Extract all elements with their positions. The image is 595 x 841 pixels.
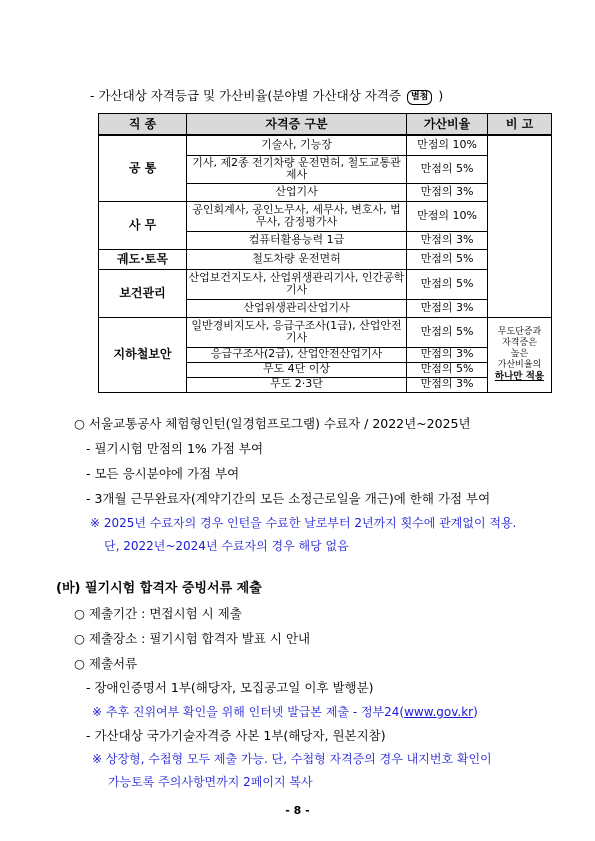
cert-cell: 산업보건지도사, 산업위생관리기사, 인간공학기사 bbox=[187, 269, 407, 299]
rate-cell: 만점의 5% bbox=[407, 362, 488, 377]
intern-item: - 필기시험 만점의 1% 가점 부여 bbox=[86, 441, 264, 456]
header-certificate: 자격증 구분 bbox=[187, 114, 407, 136]
rate-cell: 만점의 5% bbox=[407, 269, 488, 299]
table-row bbox=[99, 317, 552, 347]
rate-cell: 만점의 3% bbox=[407, 377, 488, 392]
doc-item: - 가산대상 국가기술자격증 사본 1부(해당자, 원본지참) bbox=[86, 728, 386, 743]
doc-item: - 장애인증명서 1부(해당자, 모집공고일 이후 발행분) bbox=[86, 680, 374, 695]
intern-item: - 3개월 근무완료자(계약기간의 모든 소정근로일을 개근)에 한해 가점 부여 bbox=[86, 491, 491, 506]
submission-docs: ○ 제출서류 bbox=[74, 656, 138, 671]
intro-text: - 가산대상 자격등급 및 가산비율(분야별 가산대상 자격증 bbox=[90, 88, 401, 103]
intro-line bbox=[90, 88, 443, 105]
intern-item: - 모든 응시분야에 가점 부여 bbox=[86, 466, 240, 481]
bonus-certificate-table bbox=[98, 113, 552, 393]
cert-cell: 일반경비지도사, 응급구조사(1급), 산업안전기사 bbox=[187, 317, 407, 347]
page-number: - 8 - bbox=[285, 804, 310, 817]
table-row bbox=[99, 201, 552, 231]
intro-close: ) bbox=[438, 88, 444, 103]
cert-cell: 철도차량 운전면허 bbox=[187, 249, 407, 269]
category-common: 공 통 bbox=[99, 135, 187, 201]
category-health: 보건관리 bbox=[99, 269, 187, 317]
cert-cell: 무도 2·3단 bbox=[187, 377, 407, 392]
rate-cell: 만점의 5% bbox=[407, 155, 488, 183]
cert-cell: 컴퓨터활용능력 1급 bbox=[187, 231, 407, 249]
remarks-note bbox=[488, 317, 552, 392]
intern-note: ※ 2025년 수료자의 경우 인턴을 수료한 날로부터 2년까지 횟수에 관계없이 적용. bbox=[90, 516, 517, 530]
rate-cell: 만점의 3% bbox=[407, 231, 488, 249]
rate-cell: 만점의 10% bbox=[407, 201, 488, 231]
category-subway: 지하철보안 bbox=[99, 317, 187, 392]
note-emphasis: 하나만 적용 bbox=[494, 370, 545, 382]
header-remarks: 비 고 bbox=[488, 114, 552, 136]
submission-place: ○ 제출장소 : 필기시험 합격자 발표 시 안내 bbox=[74, 631, 311, 646]
table-header-row bbox=[99, 114, 552, 136]
cert-cell: 공인회계사, 공인노무사, 세무사, 변호사, 법무사, 감정평가사 bbox=[187, 201, 407, 231]
doc-note-text: ※ 추후 진위여부 확인을 위해 인터넷 발급본 제출 - 정부24( bbox=[92, 705, 405, 719]
cert-cell: 기술사, 기능장 bbox=[187, 135, 407, 155]
doc-note: ※ 상장형, 수첩형 모두 제출 가능. 단, 수첩형 자격증의 경우 내지번호 확인이 bbox=[92, 752, 492, 766]
doc-note bbox=[92, 704, 478, 720]
category-track: 궤도·토목 bbox=[99, 249, 187, 269]
doc-note-close: ) bbox=[473, 705, 478, 719]
rate-cell: 만점의 5% bbox=[407, 317, 488, 347]
section-title: (바) 필기시험 합격자 증빙서류 제출 bbox=[56, 581, 262, 596]
cert-cell: 산업위생관리산업기사 bbox=[187, 299, 407, 317]
header-rate: 가산비율 bbox=[407, 114, 488, 136]
rate-cell: 만점의 5% bbox=[407, 249, 488, 269]
category-office: 사 무 bbox=[99, 201, 187, 249]
table-row bbox=[99, 269, 552, 299]
rate-cell: 만점의 3% bbox=[407, 299, 488, 317]
doc-note: 가능토록 주의사항면까지 2페이지 복사 bbox=[108, 775, 313, 789]
gov-link[interactable]: www.gov.kr bbox=[404, 705, 474, 719]
table-row bbox=[99, 249, 552, 269]
intern-note: 단, 2022년~2024년 수료자의 경우 해당 없음 bbox=[104, 539, 349, 553]
rate-cell: 만점의 3% bbox=[407, 183, 488, 201]
appendix-badge: 별첨 bbox=[407, 90, 432, 105]
table-row bbox=[99, 135, 552, 155]
note-line: 가산비율의 bbox=[497, 359, 542, 370]
intern-heading: ○ 서울교통공사 체험형인턴(일경험프로그램) 수료자 / 2022년~2025년 bbox=[74, 416, 471, 431]
remarks-empty bbox=[488, 135, 552, 317]
note-line: 자격증은 bbox=[502, 337, 537, 348]
rate-cell: 만점의 3% bbox=[407, 347, 488, 362]
cert-cell: 산업기사 bbox=[187, 183, 407, 201]
submission-period: ○ 제출기간 : 면접시험 시 제출 bbox=[74, 606, 242, 621]
header-job: 직 종 bbox=[99, 114, 187, 136]
rate-cell: 만점의 10% bbox=[407, 135, 488, 155]
cert-cell: 응급구조사(2급), 산업안전산업기사 bbox=[187, 347, 407, 362]
note-line: 무도단증과 bbox=[497, 326, 542, 337]
note-line: 높은 bbox=[510, 348, 529, 359]
cert-cell: 무도 4단 이상 bbox=[187, 362, 407, 377]
cert-cell: 기사, 제2종 전기차량 운전면허, 철도교통관제사 bbox=[187, 155, 407, 183]
